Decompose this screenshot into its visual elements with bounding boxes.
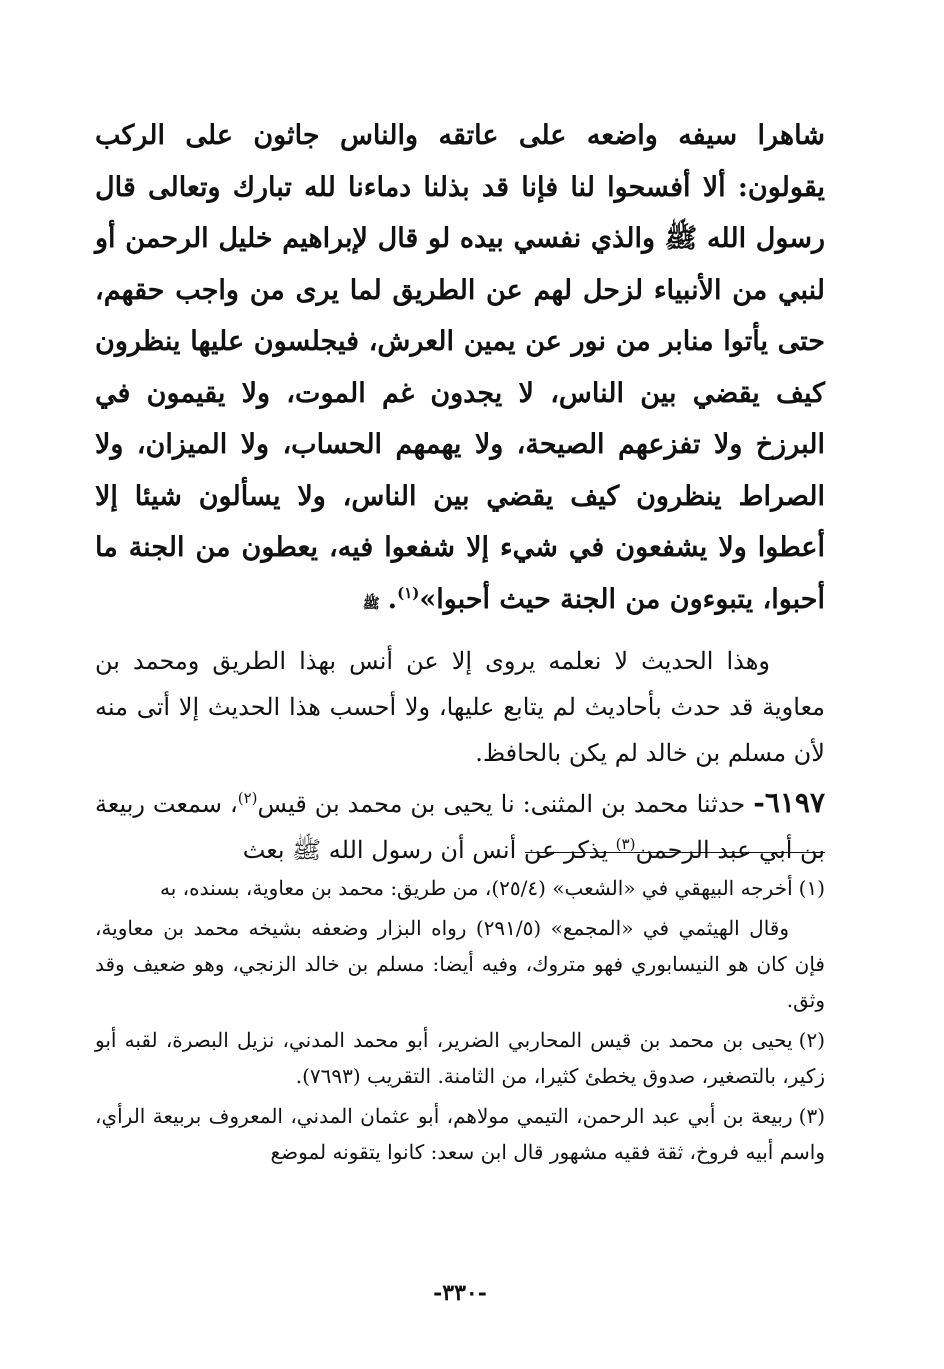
footnote-text: ربيعة بن أبي عبد الرحمن، التيمي مولاهم، أبو عثمان المدني، المعروف بربيعة الرأي، واسم أبيه فروخ، ثقة فقيه مشهور قال ابن سعد: كانوا يتقونه لموضع (95, 1104, 825, 1164)
page-number: -٣٣٠- (433, 1280, 487, 1306)
footnote-1 (95, 870, 825, 906)
footnote-3 (95, 1098, 825, 1170)
commentary-paragraph: وهذا الحديث لا نعلمه يروى إلا عن أنس بهذا الطريق ومحمد بن معاوية قد حدث بأحاديث لم يتابع عليها، ولا أحسب هذا الحديث إلا أتى منه لأن مسلم بن خالد لم يكن بالحافظ. (95, 647, 825, 767)
hadith-chain: ، سمعت ربيعة بن أبي عبد الرحمن (95, 790, 825, 864)
next-hadith (95, 780, 825, 873)
hadith-line: والذي نفسي بيده لو قال لإبراهيم خليل الرحمن أو لنبي من الأنبياء (95, 223, 826, 306)
hadith-chain: حدثنا محمد بن المثنى: نا يحيى بن محمد بن قيس (257, 790, 754, 818)
footnote-number: (١) (798, 876, 825, 900)
footnote-number: (٢) (798, 1028, 825, 1052)
hadith-number: ٦١٩٧- (753, 786, 825, 819)
footnote-reference: (٣) (615, 835, 636, 853)
footnote-reference: (٢) (237, 789, 258, 807)
footnote-2 (95, 1022, 825, 1094)
footnote-number: (٣) (798, 1104, 825, 1128)
hadith-text: شاهرا سيفه واضعه على عاتقه والناس جاثون على الركب يقولون: ألا أفسحوا لنا فإنا قد بذلنا دماءنا لله تبارك وتعالى قال رسول الله ﷺ والذي نفسي بيده لو قال لإبراهيم خليل الرحمن أو لنبي من الأنبياء لزحل لهم عن الطريق لما يرى من واجب حقهم، حتى يأتوا منابر من نور عن يمين العرش، فيجلسون عليها ينظرون كيف يقضي بين الناس، لا يجدون غم الموت، ولا يقيمون في البرزخ ولا تفزعهم الصيحة، ولا يهمهم الحساب، ولا الميزان، ولا الصراط ينظرون كيف يقضي بين الناس، ولا يسألون شيئا إلا أعطوا ولا يشفعون في شيء إلا شفعوا فيه، يعطون من الجنة ما أحبوا، يتبوءون من الجنة حيث أحبوا»$^{(١)}$.ﷺ (95, 120, 826, 615)
page-body (95, 110, 825, 1350)
hadith-line: لزحل لهم عن الطريق لما يرى من واجب حقهم، حتى يأتوا منابر من (95, 274, 825, 357)
footnote-separator (525, 852, 825, 853)
hadith-line: لا يجدون غم الموت، ولا يقيمون في البرزخ ولا تفزعهم الصيحة، ولا (95, 377, 825, 460)
footnote-text: يحيى بن محمد بن قيس المحاربي الضرير، أبو محمد المدني، نزيل البصرة، لقبه أبو زكير، بالتصغير، صدوق يخطئ كثيرا، من الثامنة. التقريب (٧٦٩٣). (95, 1028, 825, 1088)
hadith-chain: يذكر عن أنس أن رسول الله ﷺ بعث (242, 836, 616, 864)
footnote-text: أخرجه البيهقي في «الشعب» (٢٥/٤)، من طريق: محمد بن معاوية، بسنده، به (160, 876, 793, 900)
footnote-1-continuation: وقال الهيثمي في «المجمع» (٢٩١/٥) رواه البزار وضعفه بشيخه محمد بن معاوية، فإن كان هو النيسابوري فهو متروك، وفيه أيضا: مسلم بن خالد الزنجي، وهو ضعيف وقد وثق. (95, 916, 825, 1012)
footnotes-section (95, 870, 825, 1174)
hadith-line: فيه، يعطون من الجنة ما أحبوا، يتبوءون من الجنة حيث أحبوا» (95, 532, 825, 615)
hadith-line: نور عن يمين العرش، فيجلسون عليها ينظرون كيف يقضي بين الناس، (95, 326, 826, 409)
end-marker: ﷺ (362, 595, 380, 612)
hadith-line: الناس، ولا يسألون شيئا إلا أعطوا ولا يشفعون في شيء إلا شفعوا (95, 480, 826, 563)
hadith-line: شاهرا سيفه واضعه على عاتقه والناس جاثون على الركب يقولون: ألا (95, 120, 826, 203)
hadith-line: أفسحوا لنا فإنا قد بذلنا دماءنا لله تبارك وتعالى قال رسول الله ﷺ (95, 171, 825, 254)
hadith-line: يهمهم الحساب، ولا الميزان، ولا الصراط ينظرون كيف يقضي بين (95, 429, 825, 512)
footnote-reference: (١) (397, 583, 420, 602)
